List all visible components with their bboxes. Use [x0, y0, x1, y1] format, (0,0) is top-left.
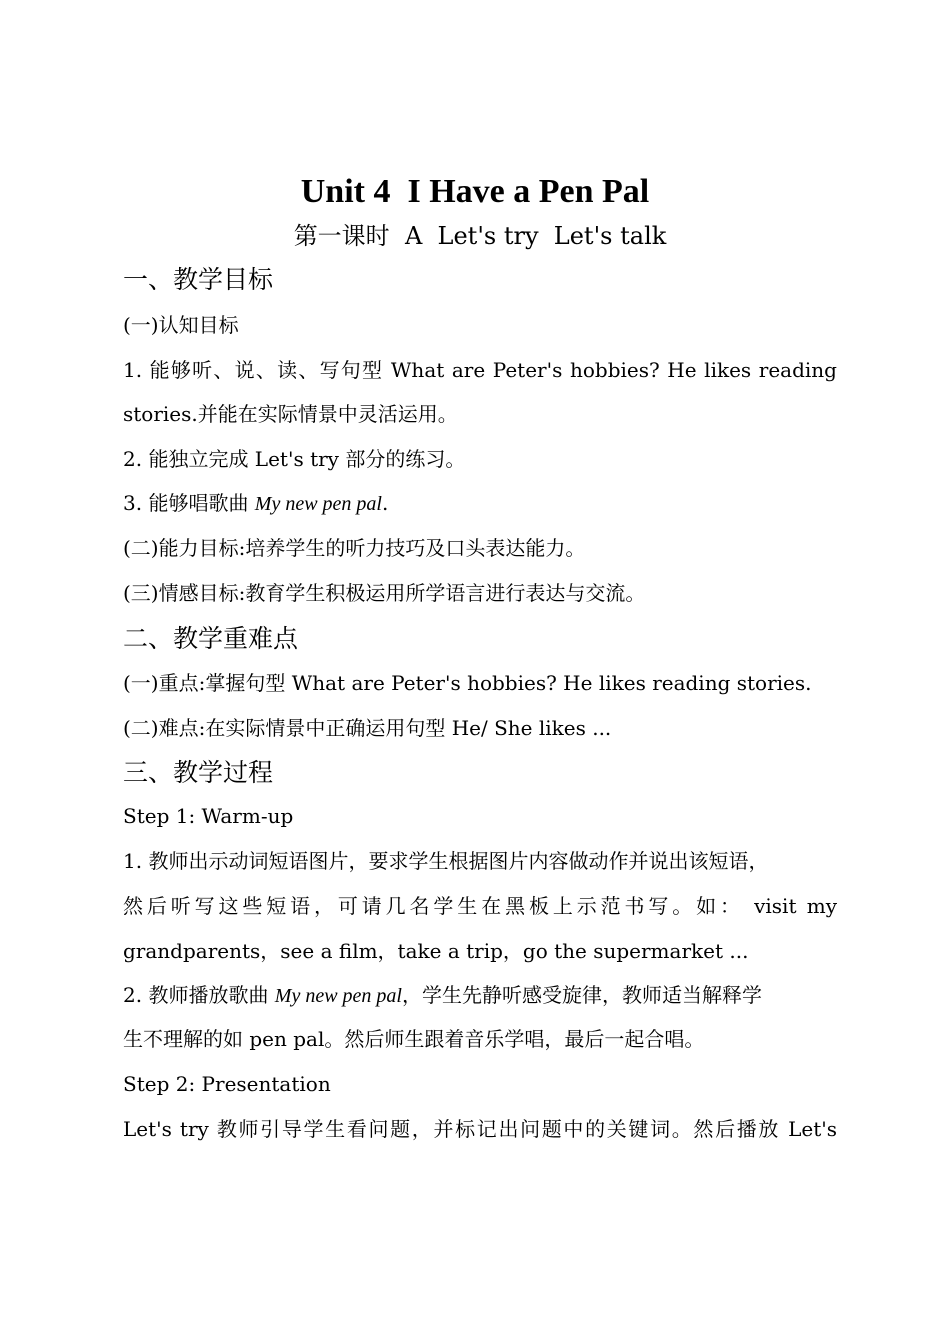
section-heading-teaching-process: 三、教学过程 [123, 758, 274, 787]
step-2-para-1-line-1: Let's try 教师引导学生看问题，并标记出问题中的关键词。然后播放 Let's [123, 1117, 837, 1141]
difficult-point: (二)难点:在实际情景中正确运用句型 He/ She likes ... [123, 716, 612, 740]
step-1-heading: Step 1: Warm-up [123, 804, 294, 828]
subsection-cognitive-goals: (一)认知目标 [123, 313, 239, 337]
step-1-para-1-line-3: grandparents，see a film，take a trip，go the supermarket ... [123, 939, 749, 963]
section-heading-teaching-goals: 一、教学目标 [123, 265, 274, 294]
subsection-ability-goals: (二)能力目标:培养学生的听力技巧及口头表达能力。 [123, 536, 586, 560]
step-1-para-2-line-2: 生不理解的如 pen pal。然后师生跟着音乐学唱，最后一起合唱。 [123, 1027, 705, 1051]
goal-1-line-1: 1. 能够听、说、读、写句型 What are Peter's hobbies? He likes reading [123, 358, 837, 382]
subsection-emotional-goals: (三)情感目标:教育学生积极运用所学语言进行表达与交流。 [123, 581, 646, 605]
goal-2: 2. 能独立完成 Let's try 部分的练习。 [123, 447, 466, 471]
lesson-subtitle: 第一课时 A Let's try Let's talk [293, 222, 667, 250]
song-title-2: My new pen pal [274, 985, 402, 1007]
song-title: My new pen pal [254, 493, 382, 515]
goal-3-period: . [381, 491, 389, 515]
section-heading-key-points: 二、教学重难点 [123, 624, 299, 653]
para-2-text-cont: ，学生先静听感受旋律，教师适当解释学 [401, 983, 762, 1007]
goal-3 [123, 489, 837, 518]
step-1-para-1-line-2: 然后听写这些短语，可请几名学生在黑板上示范书写。如： visit my [123, 894, 837, 918]
para-2-text: 2. 教师播放歌曲 [123, 983, 275, 1007]
goal-3-text: 3. 能够唱歌曲 [123, 491, 255, 515]
key-point: (一)重点:掌握句型 What are Peter's hobbies? He likes reading stories. [123, 671, 812, 695]
step-1-para-2-line-1 [123, 981, 837, 1010]
step-1-para-1-line-1: 1. 教师出示动词短语图片，要求学生根据图片内容做动作并说出该短语， [123, 849, 769, 873]
document-title: Unit 4 I Have a Pen Pal [300, 173, 650, 210]
goal-1-line-2: stories.并能在实际情景中灵活运用。 [123, 402, 458, 426]
step-2-heading: Step 2: Presentation [123, 1072, 331, 1096]
